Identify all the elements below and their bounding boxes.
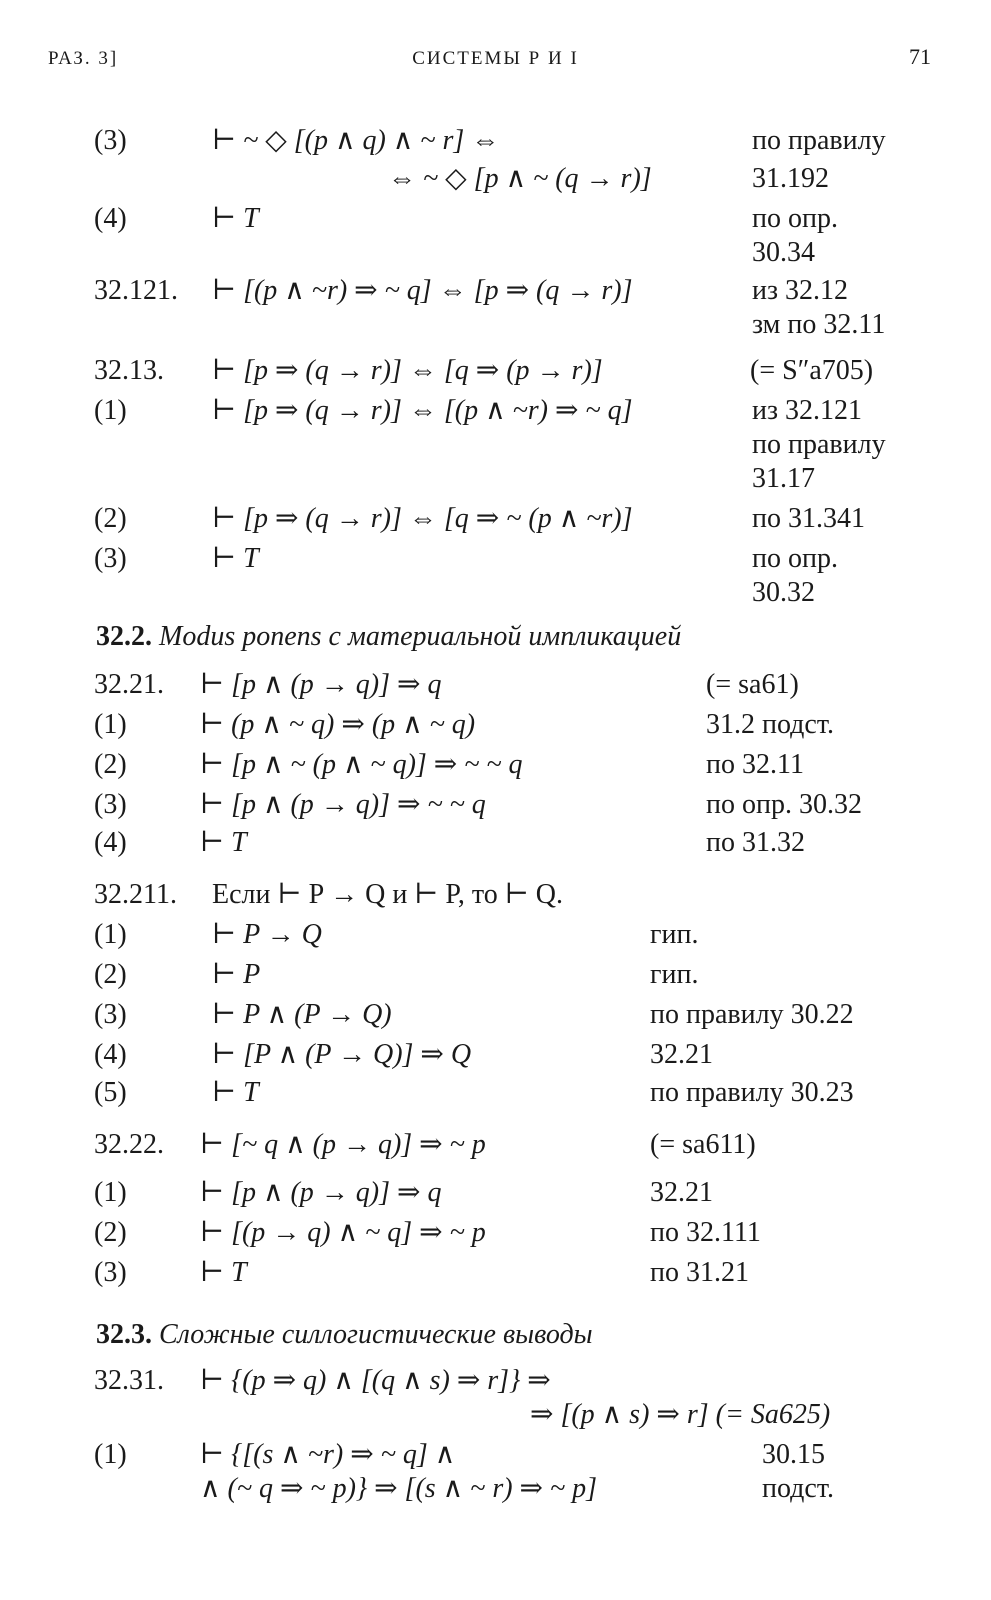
row-num: (4) bbox=[94, 203, 127, 234]
row-justification: 32.21 bbox=[650, 1177, 713, 1208]
row-num: (3) bbox=[94, 125, 127, 156]
row-justification: 32.21 bbox=[650, 1039, 713, 1070]
row-formula: ⊢ [p ⇒ (q → r)] ⇔ [(p ∧ ~r) ⇒ ~ q] bbox=[212, 395, 633, 426]
row-num: 32.31. bbox=[94, 1365, 164, 1396]
row-justification: (= sa61) bbox=[706, 669, 799, 700]
row-justification: по правилу 30.22 bbox=[650, 999, 854, 1030]
row-formula: ⊢ T bbox=[212, 1077, 259, 1108]
row-justification: гип. bbox=[650, 919, 699, 950]
row-justification: по 31.32 bbox=[706, 827, 805, 858]
row-justification: 30.15 bbox=[762, 1439, 825, 1470]
row-formula: ⊢ [p ⇒ (q → r)] ⇔ [q ⇒ ~ (p ∧ ~r)] bbox=[212, 503, 633, 534]
row-justification: гип. bbox=[650, 959, 699, 990]
row-num: 32.22. bbox=[94, 1129, 164, 1160]
row-num: (1) bbox=[94, 1177, 127, 1208]
row-formula: ∧ (~ q ⇒ ~ p)} ⇒ [(s ∧ ~ r) ⇒ ~ p] bbox=[200, 1473, 598, 1504]
row-justification: по 31.21 bbox=[650, 1257, 749, 1288]
row-num: (4) bbox=[94, 827, 127, 858]
row-num: (4) bbox=[94, 1039, 127, 1070]
row-num: (3) bbox=[94, 789, 127, 820]
row-justification: по опр. bbox=[752, 203, 838, 234]
row-formula: ⊢ [p ∧ (p → q)] ⇒ q bbox=[200, 1177, 442, 1208]
section-title: Сложные силлогистические выводы bbox=[159, 1319, 593, 1350]
row-num: (3) bbox=[94, 543, 127, 574]
row-justification: по 31.341 bbox=[752, 503, 865, 534]
row-num: (2) bbox=[94, 503, 127, 534]
row-formula: ⇒ [(p ∧ s) ⇒ r] (= Sa625) bbox=[530, 1399, 831, 1430]
row-num: (1) bbox=[94, 919, 127, 950]
row-num: (2) bbox=[94, 959, 127, 990]
row-num: 32.121. bbox=[94, 275, 178, 306]
row-formula: ⊢ P ∧ (P → Q) bbox=[212, 999, 392, 1030]
row-justification: 31.2 подст. bbox=[706, 709, 834, 740]
section-number: 32.2. bbox=[96, 621, 152, 652]
row-justification: по 32.111 bbox=[650, 1217, 761, 1248]
row-justification: из 32.121 bbox=[752, 395, 863, 426]
row-justification: 31.17 bbox=[752, 463, 815, 494]
row-formula: ⊢ {[(s ∧ ~r) ⇒ ~ q] ∧ bbox=[200, 1439, 456, 1470]
section-heading bbox=[96, 1318, 593, 1352]
row-formula: ⊢ [P ∧ (P → Q)] ⇒ Q bbox=[212, 1039, 472, 1070]
row-justification: по опр. bbox=[752, 543, 838, 574]
row-justification: по 32.11 bbox=[706, 749, 804, 780]
row-formula: ⊢ [p ∧ (p → q)] ⇒ q bbox=[200, 669, 442, 700]
row-num: (5) bbox=[94, 1077, 127, 1108]
row-formula: ⊢ P bbox=[212, 959, 261, 990]
row-formula: ⊢ P → Q bbox=[212, 919, 322, 950]
row-formula: ⊢ T bbox=[200, 827, 247, 858]
page-number: 71 bbox=[909, 44, 931, 69]
row-num: 32.21. bbox=[94, 669, 164, 700]
row-formula: Если ⊢ P → Q и ⊢ P, то ⊢ Q. bbox=[212, 879, 564, 910]
row-num: (1) bbox=[94, 1439, 127, 1470]
row-justification: зм по 32.11 bbox=[752, 309, 886, 340]
row-formula: ⊢ T bbox=[200, 1257, 247, 1288]
row-formula: ⊢ (p ∧ ~ q) ⇒ (p ∧ ~ q) bbox=[200, 709, 476, 740]
row-formula: ⇔ ~ ◇ [p ∧ ~ (q → r)] bbox=[388, 163, 652, 194]
row-num: (3) bbox=[94, 1257, 127, 1288]
row-num: (2) bbox=[94, 749, 127, 780]
row-formula: ⊢ [(p → q) ∧ ~ q] ⇒ ~ p bbox=[200, 1217, 486, 1248]
row-formula: ⊢ {(p ⇒ q) ∧ [(q ∧ s) ⇒ r]} ⇒ bbox=[200, 1365, 551, 1396]
row-num: (3) bbox=[94, 999, 127, 1030]
row-justification: 30.34 bbox=[752, 237, 815, 268]
row-formula: ⊢ T bbox=[212, 203, 259, 234]
row-num: 32.211. bbox=[94, 879, 177, 910]
row-formula: ⊢ [p ∧ (p → q)] ⇒ ~ ~ q bbox=[200, 789, 486, 820]
row-justification: по опр. 30.32 bbox=[706, 789, 862, 820]
row-formula: ⊢ [p ∧ ~ (p ∧ ~ q)] ⇒ ~ ~ q bbox=[200, 749, 523, 780]
row-num: (2) bbox=[94, 1217, 127, 1248]
row-num: (1) bbox=[94, 395, 127, 426]
row-formula: ⊢ [p ⇒ (q → r)] ⇔ [q ⇒ (p → r)] bbox=[212, 355, 603, 386]
section-number: 32.3. bbox=[96, 1319, 152, 1350]
row-justification: подст. bbox=[762, 1473, 834, 1504]
row-justification: по правилу bbox=[752, 125, 886, 156]
row-formula: ⊢ [~ q ∧ (p → q)] ⇒ ~ p bbox=[200, 1129, 486, 1160]
row-justification: по правилу 30.23 bbox=[650, 1077, 854, 1108]
running-head-title: СИСТЕМЫ Р И I bbox=[412, 48, 579, 69]
row-justification: 31.192 bbox=[752, 163, 829, 194]
section-title: Modus ponens с материальной импликацией bbox=[159, 621, 682, 652]
row-formula: ⊢ ~ ◇ [(p ∧ q) ∧ ~ r] ⇔ bbox=[212, 125, 500, 156]
row-num: (1) bbox=[94, 709, 127, 740]
row-formula: ⊢ T bbox=[212, 543, 259, 574]
row-num: 32.13. bbox=[94, 355, 164, 386]
row-justification: (= S″a705) bbox=[750, 355, 874, 386]
row-justification: (= sa611) bbox=[650, 1129, 756, 1160]
row-formula: ⊢ [(p ∧ ~r) ⇒ ~ q] ⇔ [p ⇒ (q → r)] bbox=[212, 275, 633, 306]
section-heading bbox=[96, 620, 681, 654]
row-justification: по правилу bbox=[752, 429, 886, 460]
row-justification: из 32.12 bbox=[752, 275, 849, 306]
running-head-section: РАЗ. 3] bbox=[48, 48, 119, 69]
row-justification: 30.32 bbox=[752, 577, 815, 608]
